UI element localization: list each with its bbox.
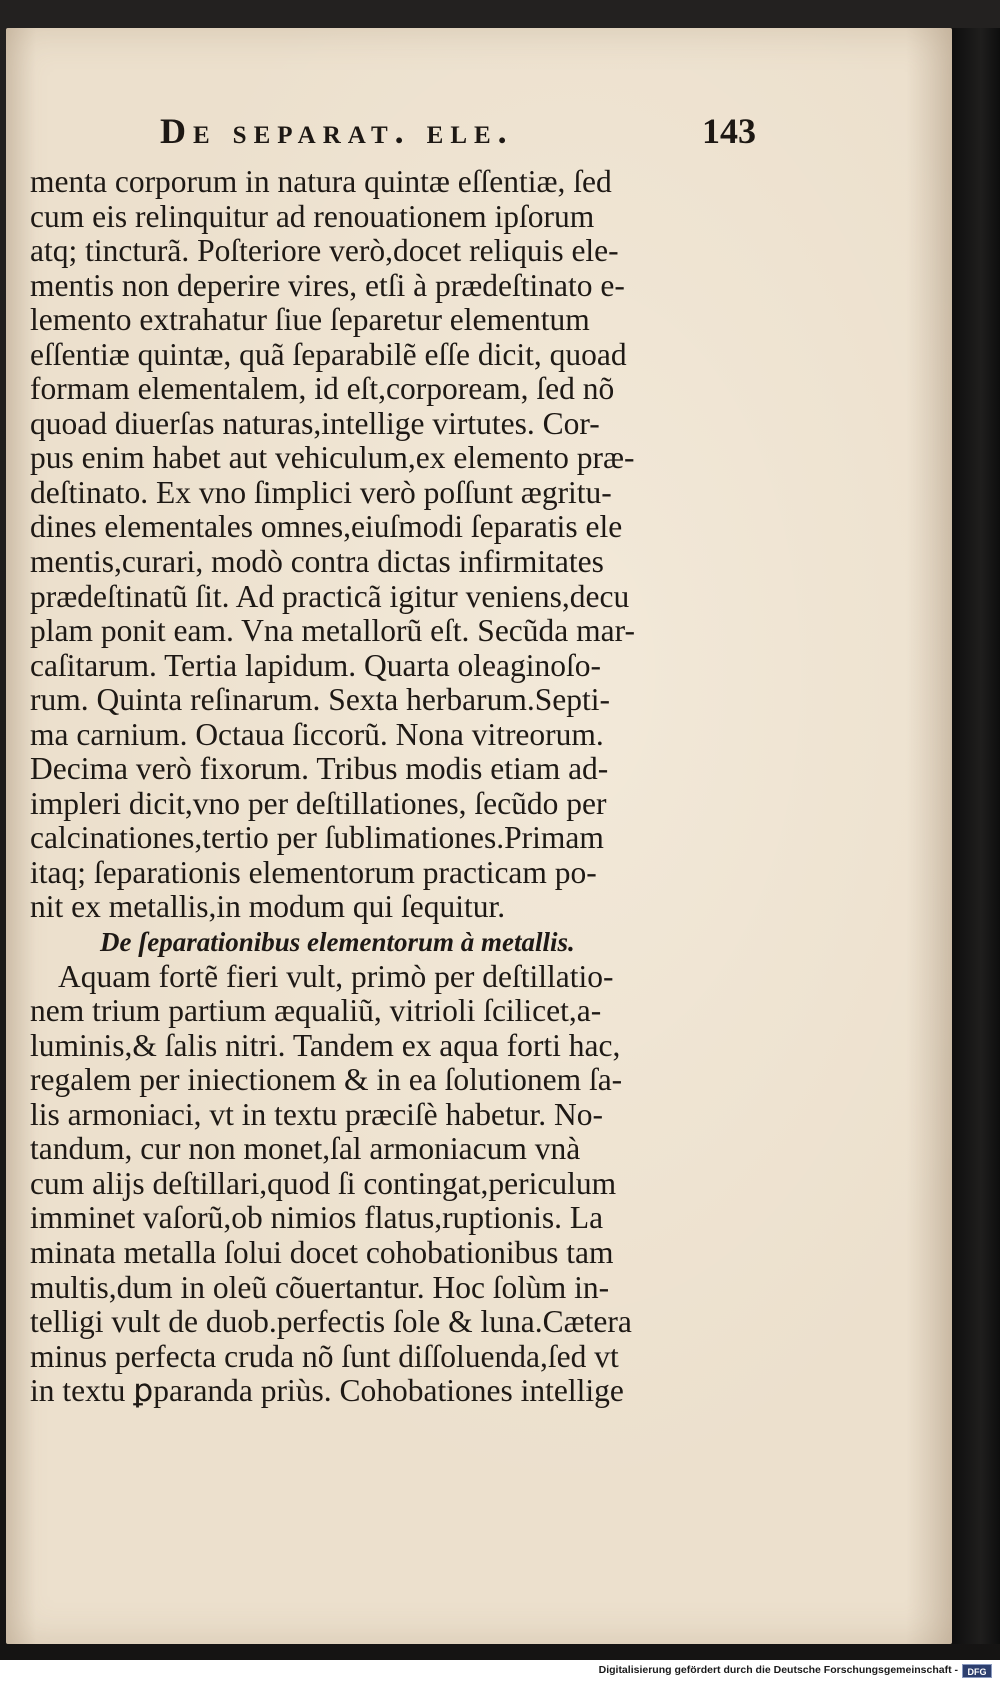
- text-line: cum eis relinquitur ad renouationem ipſorum: [30, 198, 595, 234]
- text-line: Aquam fortẽ fieri vult, primò per deſtillatio-: [58, 958, 614, 994]
- text-line: minata metalla ſolui docet cohobationibus tam: [30, 1234, 614, 1270]
- text-line: formam elementalem, id eſt,corpoream, ſed nõ: [30, 371, 615, 407]
- paragraph-aqua-fortis: [30, 960, 750, 1409]
- dfg-logo: DFG: [962, 1664, 992, 1678]
- text-line: caſitarum. Tertia lapidum. Quarta oleaginoſo-: [30, 647, 602, 683]
- text-line: lis armoniaci, vt in textu præciſè habetur. No-: [30, 1096, 603, 1132]
- text-line: imminet vaſorũ,ob nimios flatus,ruptionis. La: [30, 1200, 604, 1236]
- paragraph-continued: [30, 165, 750, 925]
- text-line: mentis,curari, modò contra dictas infirmitates: [30, 544, 604, 580]
- text-line: rum. Quinta reſinarum. Sexta herbarum.Septi-: [30, 682, 610, 718]
- text-line: eſſentiæ quintæ, quã ſeparabilẽ eſſe dicit, quoad: [30, 336, 627, 372]
- body-text: [30, 165, 750, 1409]
- text-line: menta corporum in natura quintæ eſſentiæ, ſed: [30, 164, 612, 199]
- footer-credit: Digitalisierung gefördert durch die Deutsche Forschungsgemeinschaft -: [598, 1664, 958, 1676]
- text-line: lemento extrahatur ſiue ſeparetur elementum: [30, 302, 590, 338]
- text-line: Decima verò fixorum. Tribus modis etiam ad-: [30, 751, 609, 787]
- text-line: deſtinato. Ex vno ſimplici verò poſſunt ægritu-: [30, 474, 612, 510]
- page-header: [160, 110, 756, 158]
- text-line: nit ex metallis,in modum qui ſequitur.: [30, 889, 506, 925]
- text-line: atq; tincturã. Poſteriore verò,docet reliquis ele-: [30, 233, 619, 269]
- text-line: ma carnium. Octaua ſiccorũ. Nona vitreorum.: [30, 716, 604, 752]
- section-heading: De ſeparationibus elementorum à metallis.: [100, 927, 575, 958]
- page-edge-shadow: [952, 28, 1000, 1644]
- text-line: impleri dicit,vno per deſtillationes, ſecũdo per: [30, 785, 607, 821]
- text-line: luminis,& ſalis nitri. Tandem ex aqua forti hac,: [30, 1027, 621, 1063]
- text-line: cum alijs deſtillari,quod ſi contingat,periculum: [30, 1165, 617, 1201]
- page-number: 143: [702, 111, 756, 151]
- text-line: tandum, cur non monet,ſal armoniacum vnà: [30, 1131, 581, 1167]
- text-line: multis,dum in oleũ cõuertantur. Hoc ſolùm in-: [30, 1269, 610, 1305]
- text-line: pus enim habet aut vehiculum,ex elemento præ-: [30, 440, 635, 476]
- text-line: calcinationes,tertio per ſublimationes.Primam: [30, 820, 604, 856]
- digitization-footer: [0, 1660, 1000, 1683]
- running-head: De separat. ele.: [160, 111, 514, 151]
- text-line: telligi vult de duob.perfectis ſole & luna.Cætera: [30, 1304, 632, 1340]
- text-line: prædeſtinatũ ſit. Ad practicã igitur veniens,decu: [30, 578, 630, 614]
- text-line: minus perfecta cruda nõ ſunt diſſoluenda,ſed vt: [30, 1338, 619, 1374]
- text-line: plam ponit eam. Vna metallorũ eſt. Secũda mar-: [30, 613, 635, 649]
- text-line: nem trium partium æqualiũ, vitrioli ſcilicet,a-: [30, 993, 602, 1029]
- text-line: quoad diuerſas naturas,intellige virtutes. Cor-: [30, 405, 600, 441]
- text-line: itaq; ſeparationis elementorum practicam po-: [30, 854, 597, 890]
- text-line: in textu ꝑparanda priùs. Cohobationes intellige: [30, 1373, 624, 1409]
- text-line: regalem per iniectionem & in ea ſolutionem ſa-: [30, 1062, 623, 1098]
- text-line: mentis non deperire vires, etſi à prædeſtinato e-: [30, 267, 625, 303]
- text-line: dines elementales omnes,eiuſmodi ſeparatis ele: [30, 509, 623, 545]
